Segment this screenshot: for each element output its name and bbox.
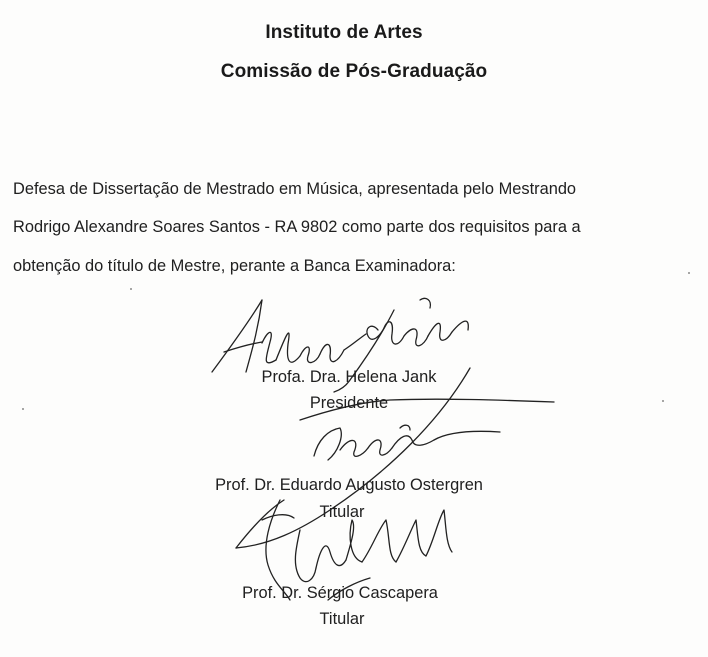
scan-speck [662, 400, 664, 402]
institute-title: Instituto de Artes [265, 22, 423, 43]
scan-speck [22, 408, 24, 410]
committee-member-role-1: Presidente [309, 394, 389, 412]
committee-member-role-3: Titular [319, 610, 365, 628]
scan-speck [130, 288, 132, 290]
statement-line-1: Defesa de Dissertação de Mestrado em Música, apresentada pelo Mestrando [13, 180, 577, 198]
statement-line-2: Rodrigo Alexandre Soares Santos - RA 9802 como parte dos requisitos para a [13, 218, 581, 236]
committee-member-name-3: Prof. Dr. Sérgio Cascapera [242, 584, 438, 602]
scan-speck [688, 272, 690, 274]
statement-line-3: obtenção do título de Mestre, perante a Banca Examinadora: [13, 257, 456, 275]
committee-member-name-1: Profa. Dra. Helena Jank [261, 368, 437, 386]
committee-member-role-2: Titular [319, 503, 365, 521]
committee-member-name-2: Prof. Dr. Eduardo Augusto Ostergren [215, 476, 483, 494]
commission-title: Comissão de Pós-Graduação [220, 61, 488, 82]
